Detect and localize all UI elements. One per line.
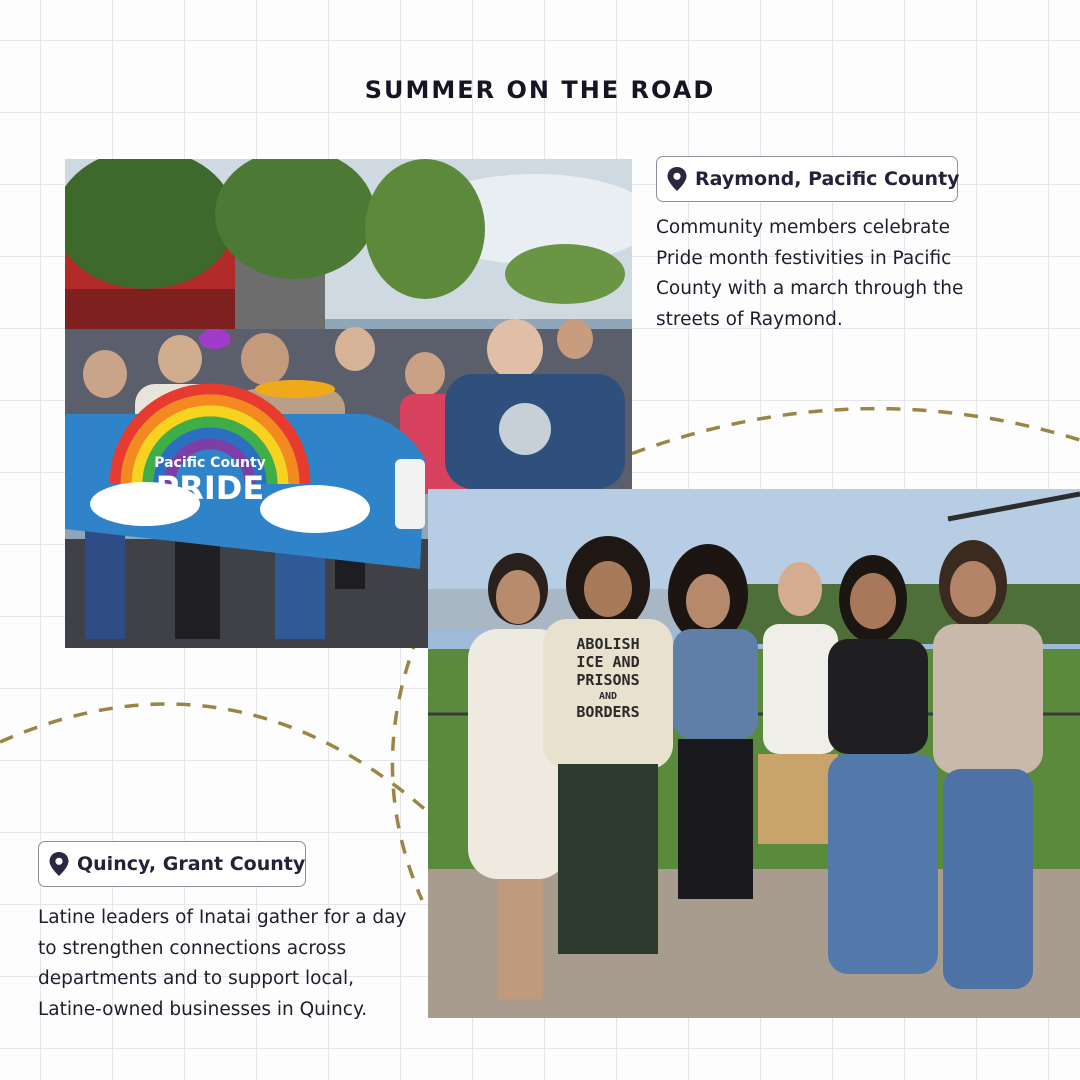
map-pin-icon (667, 167, 687, 191)
story-caption: Community members celebrate Pride month festivities in Pacific County with a march through the streets of Raymond. (656, 217, 964, 330)
location-tag-quincy (38, 841, 306, 887)
shirt-text-line-1: ABOLISH (576, 635, 640, 653)
banner-line-1: Pacific County (154, 455, 266, 471)
shirt-text-line-3: PRISONS (576, 671, 640, 689)
shirt-text-line-4: AND (598, 691, 618, 702)
shirt-text-line-2: ICE AND (576, 653, 640, 671)
location-label: Quincy, Grant County (77, 853, 306, 875)
shirt-text-line-5: BORDERS (576, 703, 640, 721)
story-caption: Latine leaders of Inatai gather for a day to strengthen connections across departments and to support local, Latine-owned businesses in Quincy. (38, 907, 407, 1020)
group-photo (428, 489, 1080, 1018)
banner-line-2: PRIDE (155, 469, 265, 507)
page-title: SUMMER ON THE ROAD (364, 76, 716, 104)
location-tag-raymond (656, 156, 958, 202)
location-label: Raymond, Pacific County (695, 168, 960, 190)
map-pin-icon (49, 852, 69, 876)
